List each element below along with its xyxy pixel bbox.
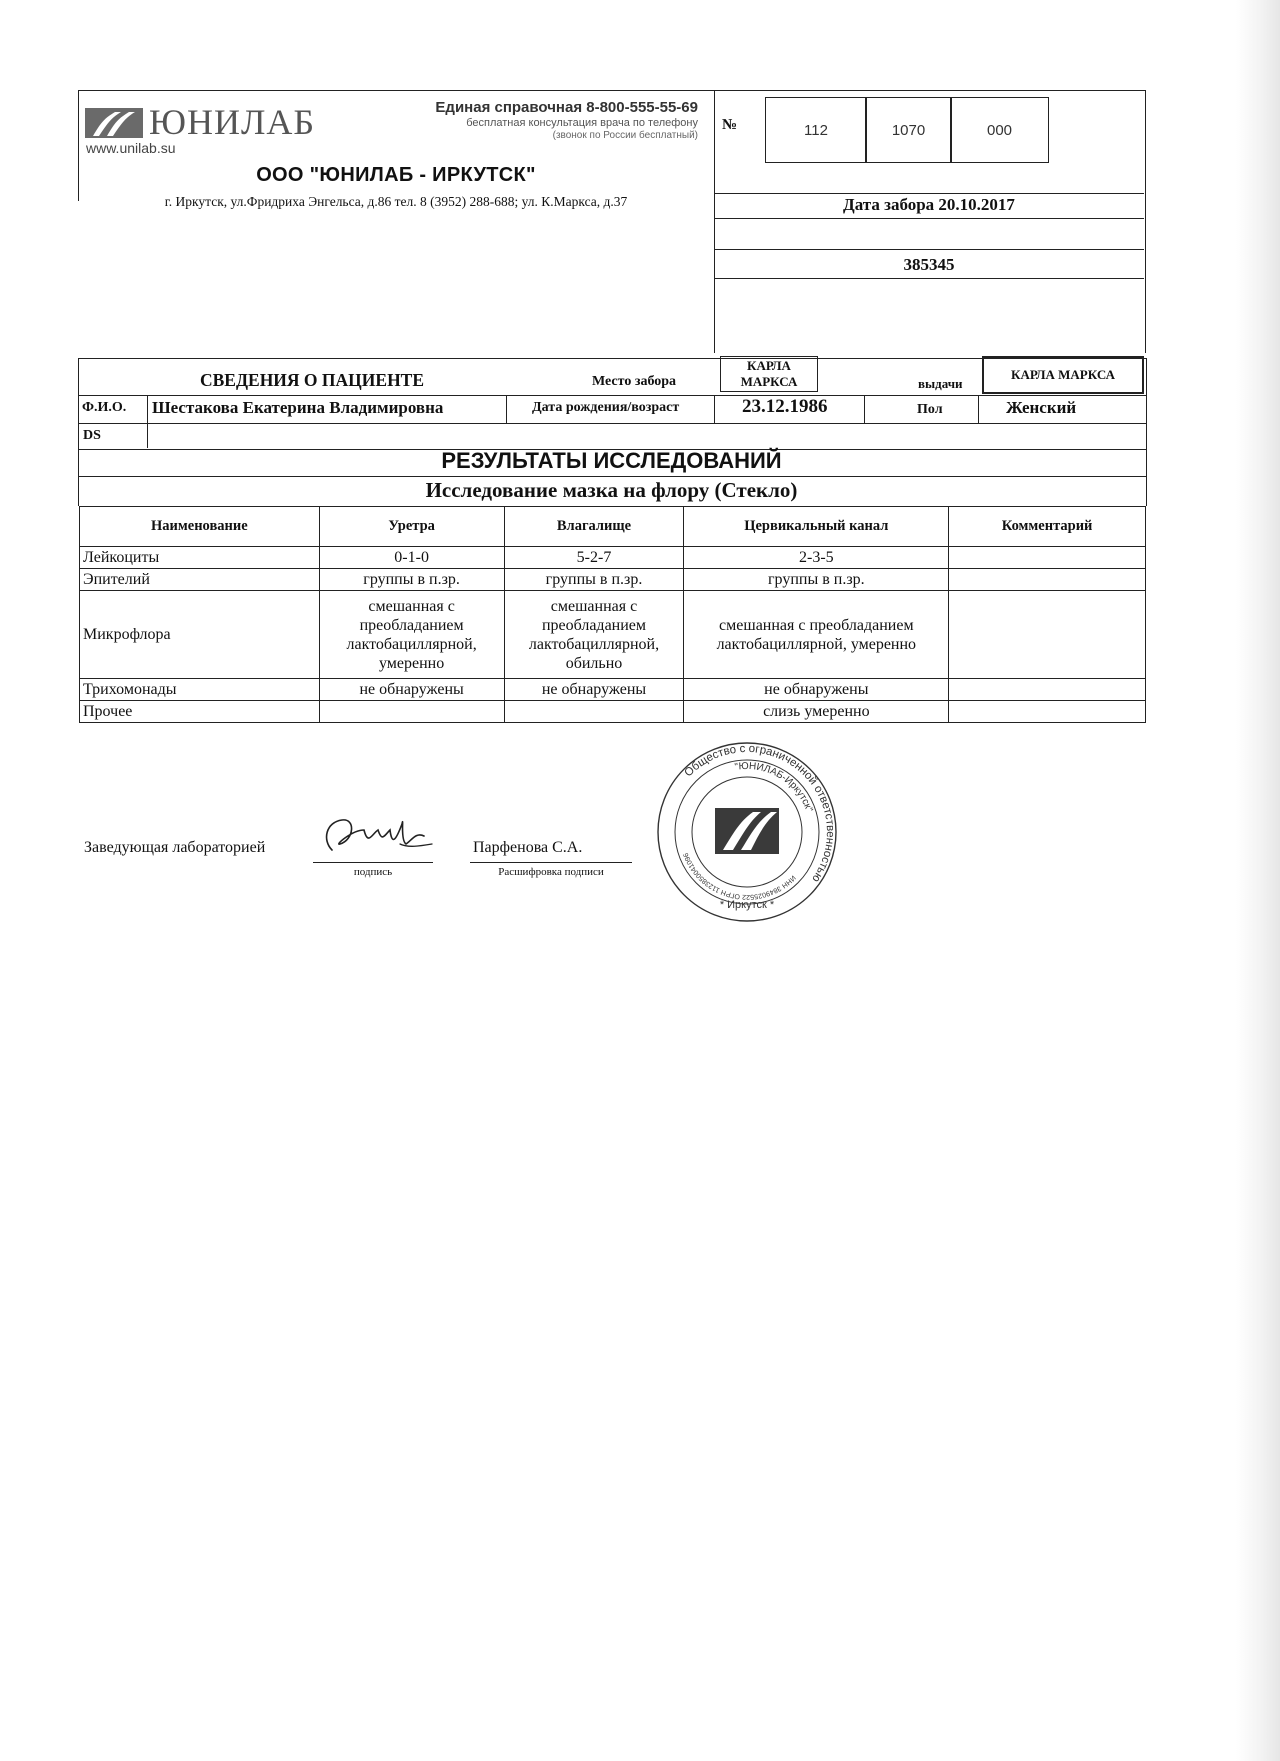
column-header: Цервикальный канал bbox=[684, 507, 949, 547]
table-row bbox=[80, 701, 1146, 723]
signature-name-line bbox=[470, 862, 632, 863]
collection-date: Дата забора 20.10.2017 bbox=[843, 195, 1015, 214]
hotline-title: Единая справочная 8-800-555-55-69 bbox=[435, 99, 698, 116]
study-title: Исследование мазка на флору (Стекло) bbox=[425, 478, 798, 502]
signature-line bbox=[313, 862, 433, 863]
cervix-value: 2-3-5 bbox=[684, 547, 949, 569]
vagina-value: 5-2-7 bbox=[504, 547, 684, 569]
hotline-note: (звонок по России бесплатный) bbox=[552, 130, 698, 141]
svg-text:* Иркутск *: * Иркутск * bbox=[719, 899, 775, 911]
vagina-value bbox=[504, 701, 684, 723]
vagina-value: смешанная с преобладанием лактобациллярной, обильно bbox=[504, 591, 684, 679]
comment-value bbox=[949, 569, 1146, 591]
divider bbox=[864, 395, 865, 423]
organization-name: ООО "ЮНИЛАБ - ИРКУТСК" bbox=[256, 164, 536, 186]
lab-head-name: Парфенова С.А. bbox=[473, 839, 583, 856]
sex-label: Пол bbox=[917, 402, 943, 417]
table-row bbox=[80, 591, 1146, 679]
website-url[interactable]: www.unilab.su bbox=[86, 140, 176, 156]
comment-value bbox=[949, 679, 1146, 701]
urethra-value: группы в п.зр. bbox=[319, 569, 504, 591]
column-header: Комментарий bbox=[949, 507, 1146, 547]
cervix-value: не обнаружены bbox=[684, 679, 949, 701]
hotline-subtitle: бесплатная консультация врача по телефону bbox=[466, 117, 698, 129]
table-header-row bbox=[80, 507, 1146, 547]
test-name: Прочее bbox=[80, 701, 320, 723]
scan-edge bbox=[1236, 0, 1280, 1761]
column-header: Влагалище bbox=[504, 507, 684, 547]
urethra-value bbox=[319, 701, 504, 723]
divider bbox=[506, 395, 507, 423]
patient-name: Шестакова Екатерина Владимировна bbox=[152, 398, 444, 417]
column-header: Наименование bbox=[80, 507, 320, 547]
organization-address: г. Иркутск, ул.Фридриха Энгельса, д.86 тел. 8 (3952) 288-688; ул. К.Маркса, д.37 bbox=[164, 194, 628, 209]
patient-section-title: СВЕДЕНИЯ О ПАЦИЕНТЕ bbox=[200, 370, 425, 390]
test-name: Лейкоциты bbox=[80, 547, 320, 569]
test-name: Трихомонады bbox=[80, 679, 320, 701]
divider bbox=[714, 278, 1144, 279]
order-number-box-2: 1070 bbox=[865, 97, 952, 163]
results-title: РЕЗУЛЬТАТЫ ИССЛЕДОВАНИЙ bbox=[441, 448, 782, 473]
birth-date: 23.12.1986 bbox=[742, 396, 828, 417]
company-seal bbox=[657, 742, 837, 922]
birth-date-label: Дата рождения/возраст bbox=[532, 400, 680, 415]
order-number-box-1: 112 bbox=[765, 97, 867, 163]
divider bbox=[714, 218, 1144, 219]
cervix-value: группы в п.зр. bbox=[684, 569, 949, 591]
test-name: Эпителий bbox=[80, 569, 320, 591]
vagina-value: не обнаружены bbox=[504, 679, 684, 701]
unilab-logo bbox=[85, 104, 360, 144]
cervix-value: смешанная с преобладанием лактобациллярной, умеренно bbox=[684, 591, 949, 679]
divider bbox=[978, 395, 979, 423]
signature-caption: подпись bbox=[353, 866, 393, 878]
table-row bbox=[80, 547, 1146, 569]
svg-text:"ЮНИЛАБ-Иркутск": "ЮНИЛАБ-Иркутск" bbox=[733, 760, 815, 814]
comment-value bbox=[949, 701, 1146, 723]
vagina-value: группы в п.зр. bbox=[504, 569, 684, 591]
table-row bbox=[80, 679, 1146, 701]
divider bbox=[714, 395, 715, 423]
lab-head-role: Заведующая лабораторией bbox=[84, 839, 266, 856]
hotline-block bbox=[416, 99, 698, 141]
divider bbox=[78, 395, 1146, 396]
issue-place-label: выдачи bbox=[918, 376, 963, 391]
collection-place-value: КАРЛА МАРКСА bbox=[720, 356, 818, 392]
test-name: Микрофлора bbox=[80, 591, 320, 679]
urethra-value: не обнаружены bbox=[319, 679, 504, 701]
unilab-logo-icon bbox=[85, 108, 143, 138]
name-label: Ф.И.О. bbox=[82, 400, 127, 415]
order-number-box-3: 000 bbox=[950, 97, 1049, 163]
divider bbox=[714, 193, 1144, 194]
comment-value bbox=[949, 547, 1146, 569]
patient-sex: Женский bbox=[1006, 398, 1077, 417]
logo-text: ЮНИЛАБ bbox=[149, 102, 316, 142]
handwritten-signature bbox=[312, 800, 442, 870]
column-header: Уретра bbox=[319, 507, 504, 547]
results-table bbox=[79, 506, 1146, 723]
table-row bbox=[80, 569, 1146, 591]
divider bbox=[78, 476, 1146, 477]
issue-place-value: КАРЛА МАРКСА bbox=[982, 356, 1144, 394]
urethra-value: смешанная с преобладанием лактобациллярной, умеренно bbox=[319, 591, 504, 679]
ds-label: DS bbox=[83, 428, 101, 443]
divider bbox=[78, 423, 1146, 424]
divider bbox=[147, 395, 148, 448]
collection-place-label: Место забора bbox=[592, 374, 677, 389]
cervix-value: слизь умеренно bbox=[684, 701, 949, 723]
urethra-value: 0-1-0 bbox=[319, 547, 504, 569]
divider bbox=[714, 249, 1144, 250]
signature-name-caption: Расшифровка подписи bbox=[498, 866, 604, 878]
svg-text:ИНН 3849025522 ОГРН 1123850041: ИНН 3849025522 ОГРН 1123850041096 bbox=[682, 851, 797, 901]
svg-text:Общество с ограниченной ответс: Общество с ограниченной ответственностью bbox=[682, 742, 837, 885]
order-id: 385345 bbox=[903, 255, 955, 274]
comment-value bbox=[949, 591, 1146, 679]
order-number-label: № bbox=[722, 117, 738, 133]
